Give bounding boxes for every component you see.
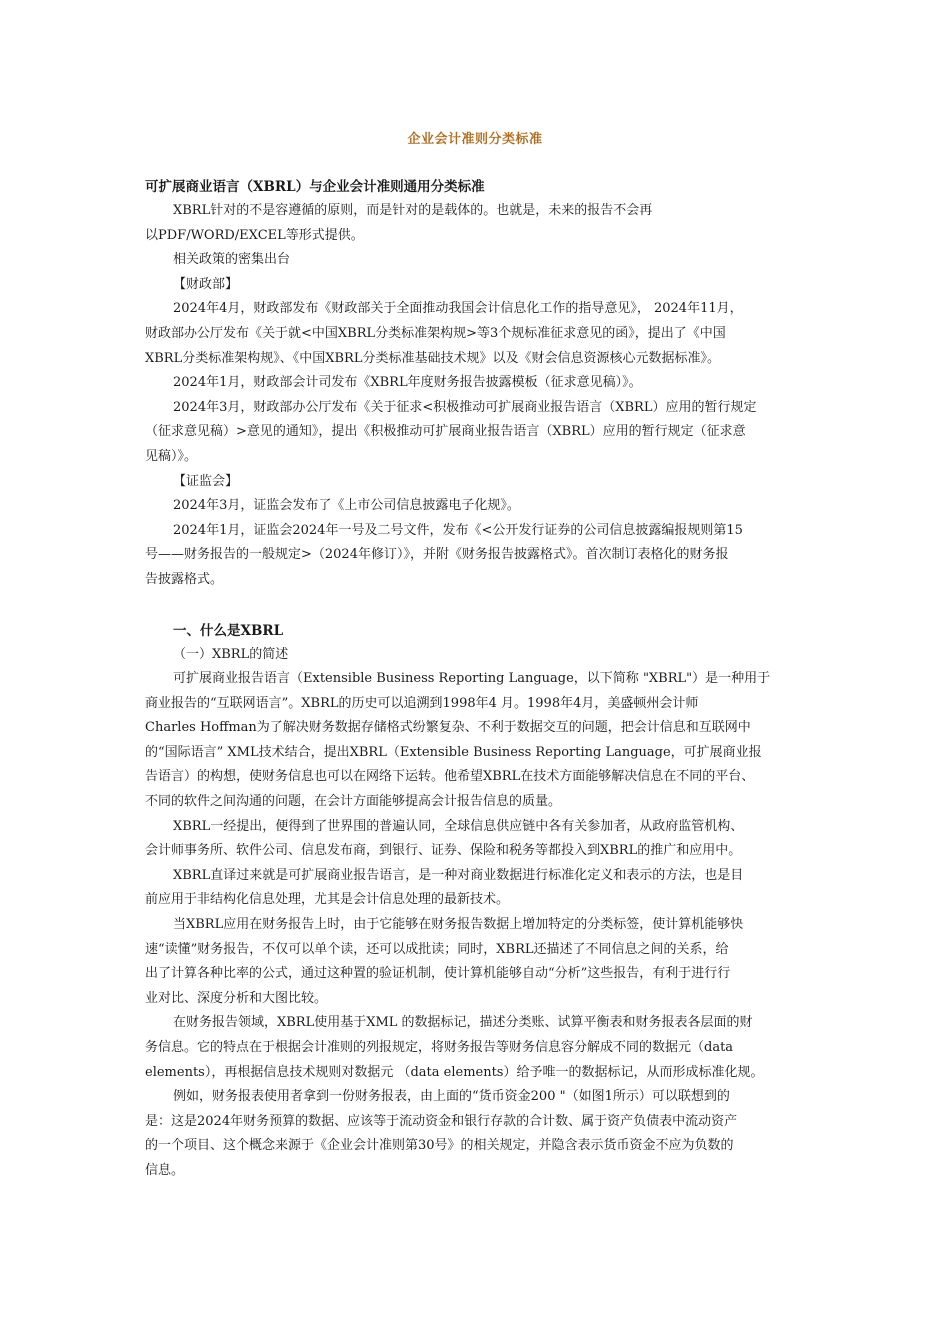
paragraph [145, 913, 825, 1011]
text-line: 2024年1月，证监会2024年一号及二号文件，发布《<公开发行证券的公司信息披露编报规则第15 [173, 522, 743, 538]
paragraph [145, 667, 825, 815]
text-line: 速“读懂”财务报告，不仅可以单个读，还可以成批读；同时，XBRL还描述了不同信息之间的关系，给 [145, 941, 729, 957]
text-line: 业对比、深度分析和大图比较。 [145, 990, 328, 1006]
text-line: 例如，财务报表使用者拿到一份财务报表，由上面的“货币资金200 "（如图1所示）可以联想到的 [173, 1089, 730, 1105]
text-line: 财政部办公厅发布《关于就<中国XBRL分类标准架构规>等3个规标准征求意见的函》，提出了《中国 [145, 325, 726, 341]
text-line: 出了计算各种比率的公式，通过这种置的验证机制，使计算机能够自动“分析”这些报告，有利于进行行 [145, 966, 731, 982]
text-line: 的一个项目、这个概念来源于《企业会计准则第30号》的相关规定，并隐含表示货币资金不应为负数的 [145, 1138, 734, 1154]
text-line: 务信息。它的特点在于根据会计准则的列报规定，将财务报告等财务信息容分解成不同的数据元（data [145, 1040, 734, 1055]
document-subtitle: 可扩展商业语言（XBRL）与企业会计准则通用分类标准 [145, 179, 485, 195]
text-line: 号——财务报告的一般规定>（2024年修订）》，并附《财务报告披露格式》。首次制订表格化的财务报 [145, 547, 729, 563]
paragraph [145, 396, 825, 470]
text-line: elements），再根据信息技术规则对数据元 （data elements）给予唯一的数据标记，从而形成标准化规。 [145, 1064, 764, 1080]
text-line: 是：这是2024年财务预算的数据、应该等于流动资金和银行存款的合计数、属于资产负债表中流动资产 [145, 1113, 738, 1129]
text-line: XBRL直译过来就是可扩展商业报告语言，是一种对商业数据进行标准化定义和表示的方法，也是目 [173, 867, 744, 883]
intro-block [145, 199, 825, 273]
section-heading: 一、什么是XBRL [173, 622, 284, 639]
text-line: 前应用于非结构化信息处理，尤其是会计信息处理的最新技术。 [145, 892, 510, 908]
paragraph [145, 297, 825, 371]
text-line: 信息。 [145, 1162, 185, 1178]
csrc-label: 【证监会】 [173, 473, 239, 489]
csrc-block [145, 494, 825, 592]
text-line: 可扩展商业报告语言（Extensible Business Reporting Language，以下简称 "XBRL"）是一种用于 [173, 671, 771, 687]
text-line: 告披露格式。 [145, 571, 224, 587]
mof-label: 【财政部】 [173, 276, 239, 292]
document-title: 企业会计准则分类标准 [407, 132, 543, 147]
text-line: 见稿）》。 [145, 448, 198, 464]
text-line: 相关政策的密集出台 [173, 252, 291, 268]
text-line: 当XBRL应用在财务报告上时，由于它能够在财务报告数据上增加特定的分类标签，使计算机能够快 [173, 917, 744, 933]
paragraph [145, 519, 825, 593]
text-line: Charles Hoffman为了解决财务数据存储格式纷繁复杂、不利于数据交互的问题，把会计信息和互联网中 [145, 720, 751, 736]
text-line: 商业报告的“互联网语言”。XBRL的历史可以追溯到1998年4 月。1998年4月，美盛顿州会计师 [145, 695, 699, 711]
mof-block [145, 297, 825, 469]
paragraph [145, 248, 825, 273]
paragraph [145, 1085, 825, 1183]
text-line: 告语言）的构想，使财务信息也可以在网络下运转。他希望XBRL在技术方面能够解决信息在不同的平台、 [145, 769, 755, 785]
text-line: 会计师事务所、软件公司、信息发布商，到银行、证券、保险和税务等都投入到XBRL的推广和应用中。 [145, 843, 742, 859]
text-line: 的“国际语言” XML技术结合，提出XBRL（Extensible Business Reporting Language，可扩展商业报 [145, 744, 762, 760]
text-line: 2024年1月，财政部会计司发布《XBRL年度财务报告披露模板（征求意见稿）》。 [173, 375, 642, 391]
paragraph [145, 815, 825, 864]
text-line: 2024年3月，财政部办公厅发布《关于征求<积极推动可扩展商业报告语言（XBRL）应用的暂行规定 [173, 399, 757, 415]
paragraph [145, 494, 825, 519]
text-line: 不同的软件之间沟通的问题，在会计方面能够提高会计报告信息的质量。 [145, 794, 562, 810]
paragraph [145, 864, 825, 913]
document-body [145, 175, 825, 1184]
text-line: 以PDF/WORD/EXCEL等形式提供。 [145, 227, 364, 243]
text-line: XBRL针对的不是容遵循的原则，而是针对的是载体的。也就是，未来的报告不会再 [173, 203, 653, 218]
section-subheading: （一）XBRL的简述 [173, 646, 289, 662]
text-line: 2024年4月，财政部发布《财政部关于全面推动我国会计信息化工作的指导意见》， 2024年11月， [173, 301, 743, 317]
text-line: 在财务报告领域，XBRL使用基于XML 的数据标记，描述分类账、试算平衡表和财务报表各层面的财 [173, 1015, 753, 1031]
text-line: XBRL分类标准架构规》、《中国XBRL分类标准基础技术规》以及《财会信息资源核心元数据标准》。 [145, 350, 720, 366]
paragraph [145, 371, 825, 396]
text-line: 2024年3月，证监会发布了《上市公司信息披露电子化规》。 [173, 498, 520, 514]
text-line: （征求意见稿）>意见的通知》，提出《积极推动可扩展商业报告语言（XBRL）应用的暂行规定（征求意 [145, 424, 746, 440]
text-line: XBRL一经提出，便得到了世界围的普遍认同，全球信息供应链中各有关参加者，从政府监管机构、 [173, 818, 744, 834]
paragraph [145, 199, 825, 248]
paragraph [145, 1011, 825, 1085]
section1-block [145, 667, 825, 1183]
